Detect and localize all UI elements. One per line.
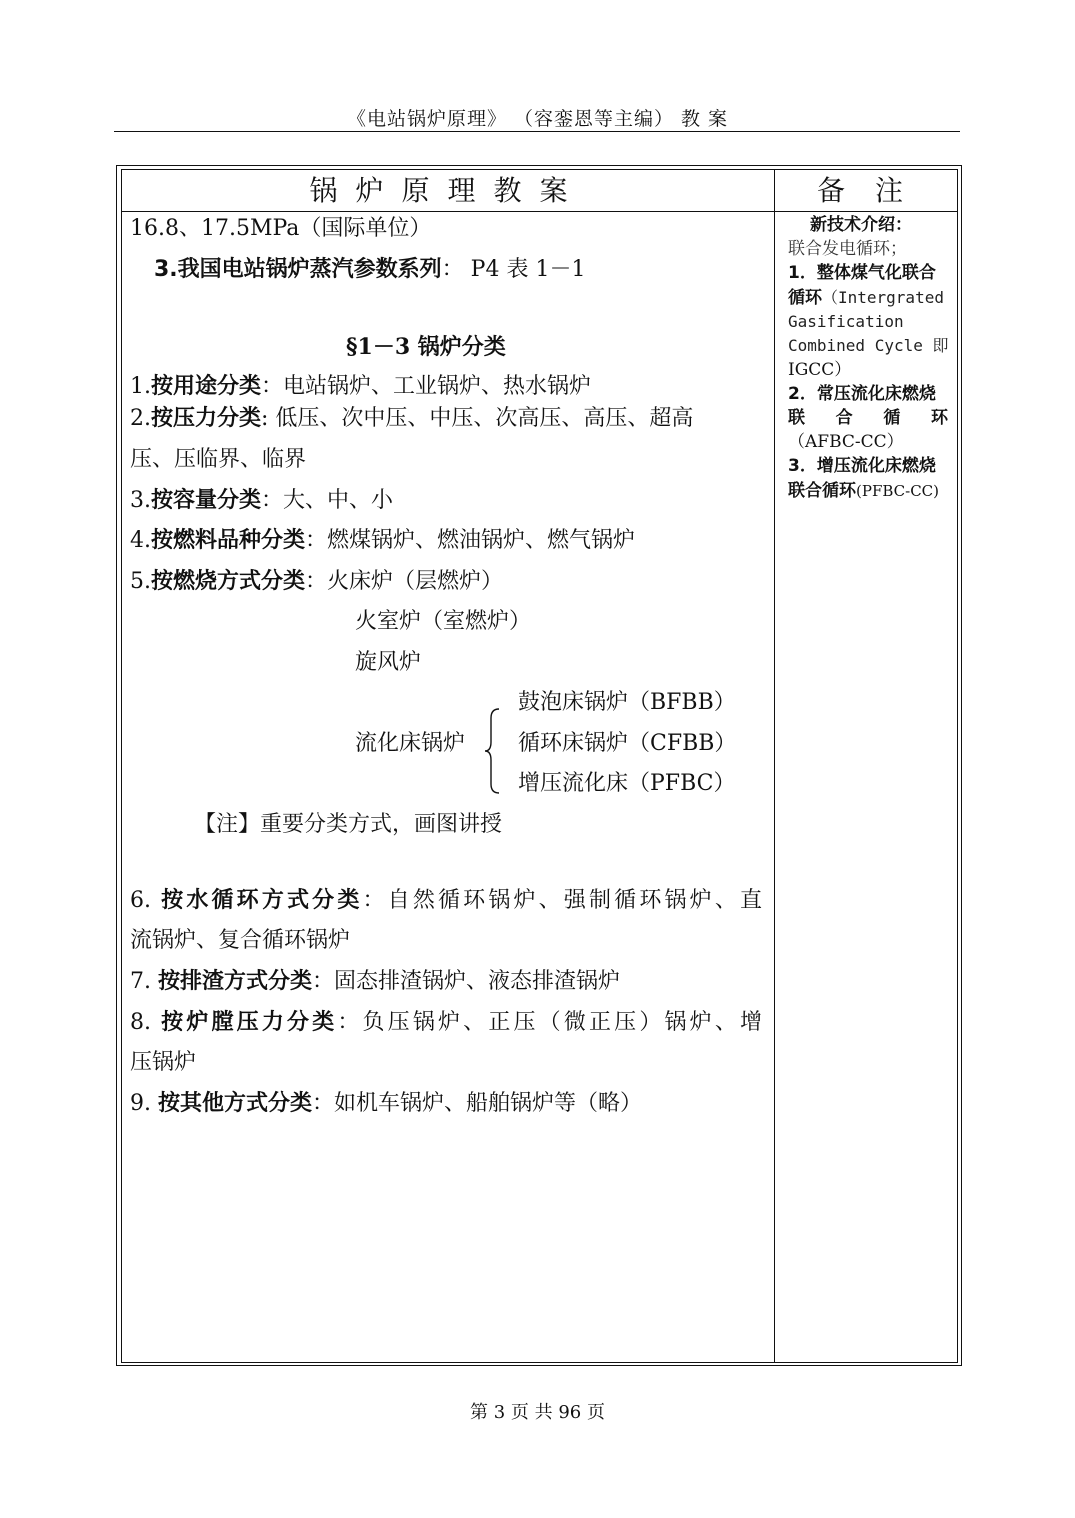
fluid-bed-type-b: 循环床锅炉（CFBB） <box>518 731 737 756</box>
remark-igcc-abbr: IGCC） <box>788 360 852 380</box>
remark-pfbc-line2 <box>788 479 939 503</box>
class-5-sub-2: 旋风炉 <box>355 650 422 675</box>
class-5 <box>130 567 503 597</box>
class-9-num: 9. <box>130 1091 158 1116</box>
remark-igcc-cycle: 循环 <box>788 288 822 308</box>
class-6 <box>130 886 762 916</box>
steam-params-label: 3.我国电站锅炉蒸汽参数系列 <box>154 257 442 282</box>
class-3-label: 按容量分类 <box>151 488 262 513</box>
column-divider <box>774 169 775 1363</box>
class-5-text: ：火床炉（层燃炉） <box>305 569 504 594</box>
header-row-divider <box>121 211 958 212</box>
class-2 <box>130 404 693 434</box>
class-5-num: 5. <box>130 569 151 594</box>
remark-pfbc-abbr: (PFBC-CC) <box>856 482 940 500</box>
class-4-text: ：燃煤锅炉、燃油锅炉、燃气锅炉 <box>305 528 636 553</box>
class-7-text: ：固态排渣锅炉、液态排渣锅炉 <box>312 969 621 994</box>
class-2-num: 2. <box>130 406 151 431</box>
class-7-num: 7. <box>130 969 158 994</box>
fluid-bed-type-c: 增压流化床（PFBC） <box>518 771 736 796</box>
class-6-text: ：自然循环锅炉、强制循环锅炉、直 <box>362 888 762 913</box>
page-footer: 第 3 页 共 96 页 <box>470 1402 605 1423</box>
class-6-cont: 流锅炉、复合循环锅炉 <box>130 928 351 953</box>
class-9 <box>130 1089 642 1119</box>
class-4-num: 4. <box>130 528 151 553</box>
class-1-label: 按用途分类 <box>151 374 262 399</box>
header-rule <box>114 131 960 132</box>
class-5-sub-1: 火室炉（室燃炉） <box>355 609 532 634</box>
class-2-cont: 压、压临界、临界 <box>130 447 307 472</box>
remark-igcc-en-3: Combined Cycle 即 <box>788 336 949 355</box>
curly-brace <box>483 708 501 794</box>
running-header: 《电站锅炉原理》 （容銮恩等主编） 教 案 <box>346 108 729 130</box>
remark-afbc-title-text: 2．常压流化床燃烧 <box>788 384 936 404</box>
class-5-label: 按燃烧方式分类 <box>151 569 306 594</box>
class-6-num: 6. <box>130 888 162 913</box>
class-2-text: : 低压、次中压、中压、次高压、高压、超高 <box>261 406 694 431</box>
class-7-label: 按排渣方式分类 <box>157 969 312 994</box>
class-8-cont: 压锅炉 <box>130 1050 197 1075</box>
remark-igcc-en-2: Gasification <box>788 312 904 331</box>
remark-heading-text: 新技术介绍： <box>810 215 912 235</box>
class-9-text: ：如机车锅炉、船舶锅炉等（略） <box>312 1091 643 1116</box>
fluid-bed-label: 流化床锅炉 <box>355 731 466 756</box>
remark-afbc-abbr: （AFBC-CC） <box>788 432 904 452</box>
remark-afbc-cycle: 联 合 循 环 <box>788 408 948 428</box>
steam-params-ref: ： P4 表 1－1 <box>441 257 586 282</box>
class-3-num: 3. <box>130 488 151 513</box>
class-3-text: ：大、中、小 <box>261 488 394 513</box>
remark-heading <box>810 213 912 237</box>
steam-params-line <box>154 255 585 285</box>
class-9-label: 按其他方式分类 <box>157 1091 312 1116</box>
remark-afbc-title <box>788 382 936 406</box>
class-1 <box>130 372 591 402</box>
remark-afbc-line2 <box>788 406 948 430</box>
remark-igcc-title <box>788 261 936 285</box>
remark-igcc-en-1: （Intergrated <box>822 288 944 307</box>
class-8-text: ：负压锅炉、正压（微正压）锅炉、增 <box>337 1010 762 1035</box>
remark-pfbc-title <box>788 454 936 478</box>
class-4-label: 按燃料品种分类 <box>151 528 306 553</box>
class-1-text: ：电站锅炉、工业锅炉、热水锅炉 <box>261 374 592 399</box>
class-7 <box>130 967 620 997</box>
class-4 <box>130 526 635 556</box>
column-title-remark: 备注 <box>816 174 933 207</box>
class-2-label: 按压力分类 <box>151 406 262 431</box>
remark-combined-cycle: 联合发电循环； <box>788 239 907 259</box>
remark-pfbc-title-text: 3．增压流化床燃烧 <box>788 456 936 476</box>
class-3 <box>130 486 393 516</box>
remark-igcc-title-text: 1．整体煤气化联合 <box>788 263 936 283</box>
class-8-num: 8. <box>130 1010 162 1035</box>
remark-igcc-line2 <box>788 286 944 310</box>
pressure-values: 16.8、17.5MPa（国际单位） <box>130 216 432 241</box>
teaching-note: 【注】重要分类方式，画图讲授 <box>194 812 503 837</box>
column-title-main: 锅炉原理教案 <box>309 174 586 207</box>
class-8-label: 按炉膛压力分类 <box>161 1010 338 1035</box>
remark-pfbc-cycle: 联合循环 <box>788 481 856 501</box>
fluid-bed-type-a: 鼓泡床锅炉（BFBB） <box>518 690 736 715</box>
section-title: §1－3 锅炉分类 <box>346 334 506 360</box>
class-8 <box>130 1008 762 1038</box>
class-6-label: 按水循环方式分类 <box>161 888 363 913</box>
class-1-num: 1. <box>130 374 151 399</box>
